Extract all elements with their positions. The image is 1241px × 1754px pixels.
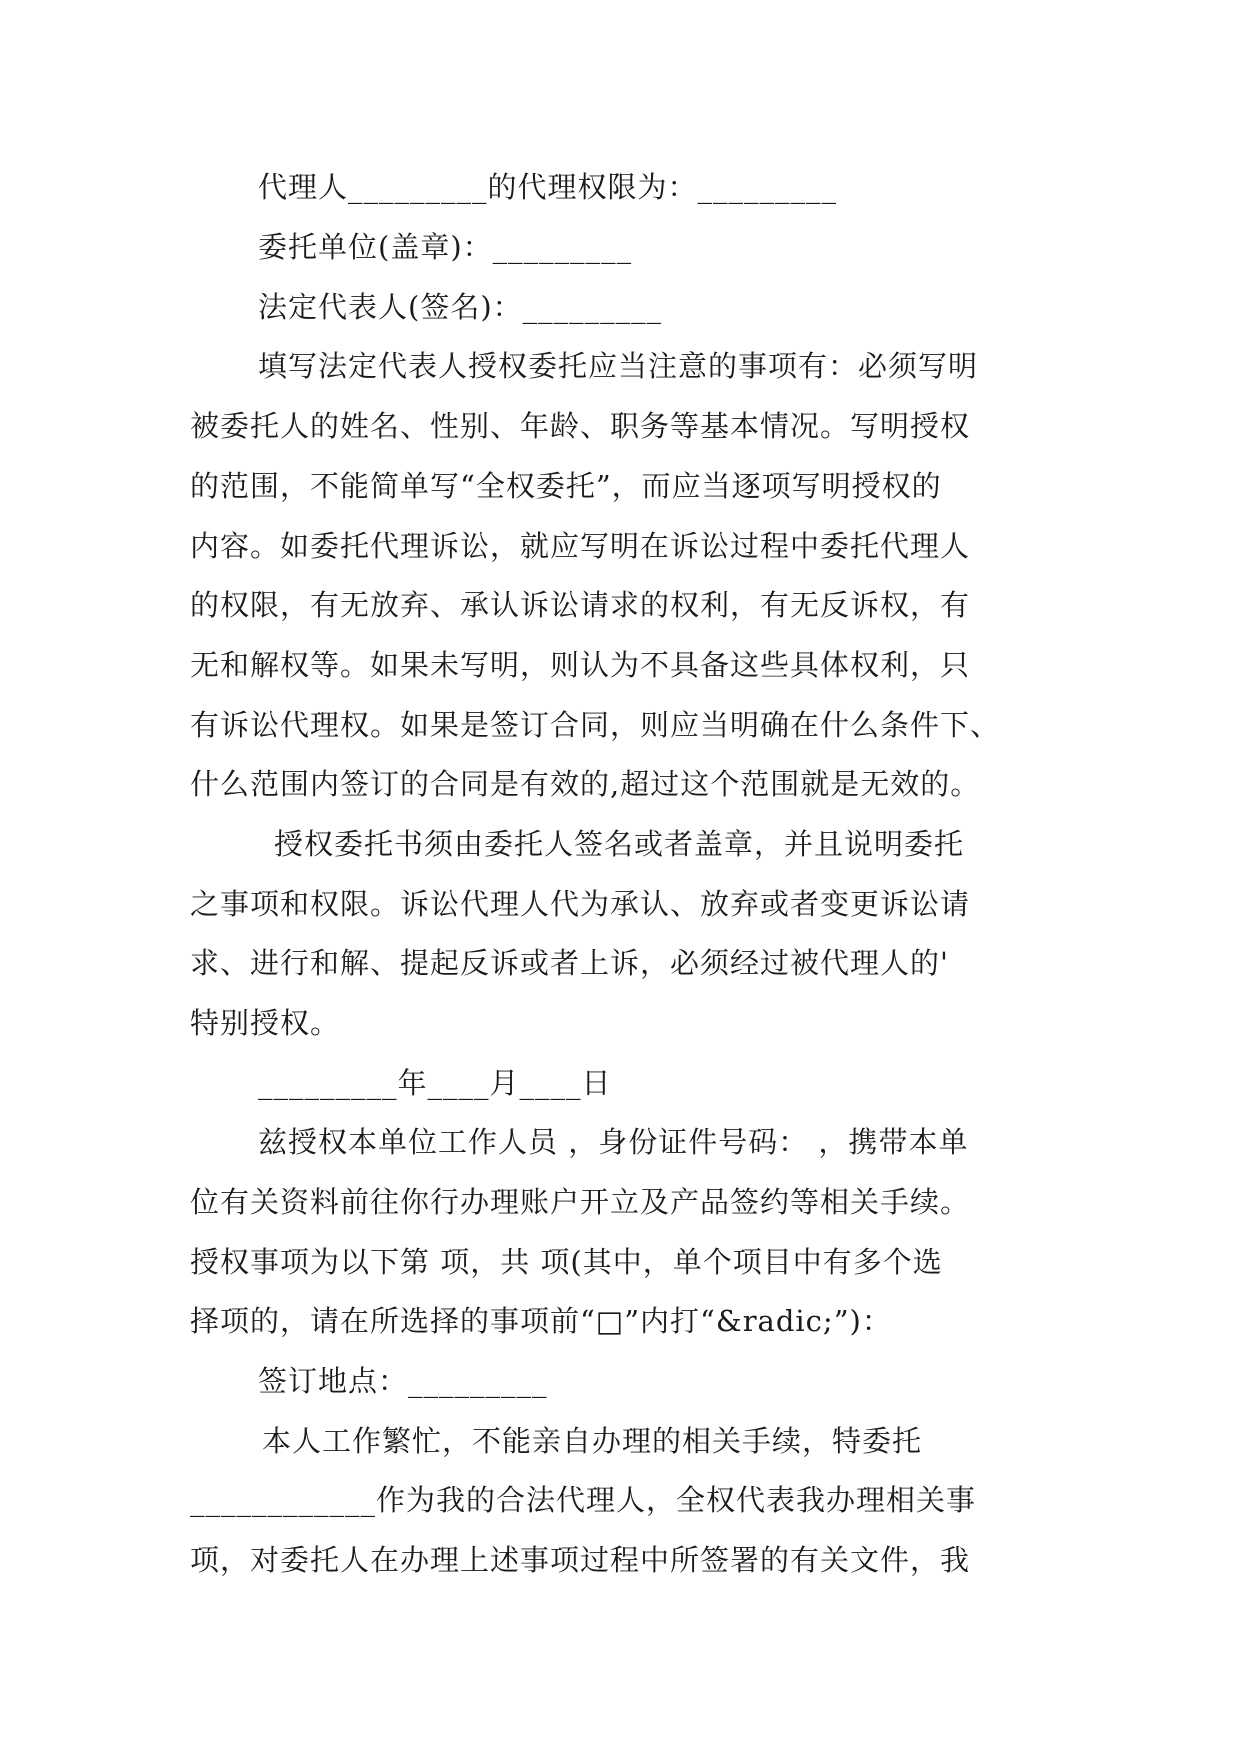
- text-line: 代理人_________的代理权限为：_________: [258, 170, 838, 204]
- text-line: 本人工作繁忙，不能亲自办理的相关手续，特委托: [262, 1424, 923, 1458]
- text-line: 项，对委托人在办理上述事项过程中所签署的有关文件，我: [190, 1543, 971, 1577]
- text-line: 授权委托书须由委托人签名或者盖章，并且说明委托: [274, 827, 965, 861]
- date-line: _________年____月____日: [258, 1066, 612, 1100]
- text-line: 填写法定代表人授权委托应当注意的事项有：必须写明: [258, 349, 979, 383]
- text-line: 授权事项为以下第 项，共 项(其中，单个项目中有多个选: [190, 1245, 943, 1279]
- text-line: 特别授权。: [190, 1006, 341, 1040]
- text-line: 内容。如委托代理诉讼，就应写明在诉讼过程中委托代理人: [190, 529, 971, 563]
- text-line: 求、进行和解、提起反诉或者上诉，必须经过被代理人的': [190, 946, 949, 980]
- text-line: 法定代表人(签名)：_________: [258, 290, 663, 324]
- text-line: 签订地点：_________: [258, 1364, 548, 1398]
- text-line: 位有关资料前往你行办理账户开立及产品签约等相关手续。: [190, 1185, 971, 1219]
- text-line: 被委托人的姓名、性别、年龄、职务等基本情况。写明授权: [190, 409, 971, 443]
- text-line: ____________作为我的合法代理人，全权代表我办理相关事: [190, 1483, 977, 1517]
- text-line: 有诉讼代理权。如果是签订合同，则应当明确在什么条件下、: [190, 708, 1001, 742]
- text-line: 择项的，请在所选择的事项前“□”内打“&radic;”)：: [190, 1304, 892, 1338]
- text-line: 委托单位(盖章)：_________: [258, 230, 633, 264]
- text-line: 的权限，有无放弃、承认诉讼请求的权利，有无反诉权，有: [190, 588, 971, 622]
- text-line: 什么范围内签订的合同是有效的,超过这个范围就是无效的。: [190, 767, 981, 801]
- text-line: 的范围，不能简单写“全权委托”，而应当逐项写明授权的: [190, 469, 942, 503]
- text-line: 兹授权本单位工作人员 ，身份证件号码： ，携带本单: [258, 1125, 969, 1159]
- text-line: 之事项和权限。诉讼代理人代为承认、放弃或者变更诉讼请: [190, 887, 971, 921]
- text-line: 无和解权等。如果未写明，则认为不具备这些具体权利，只: [190, 648, 971, 682]
